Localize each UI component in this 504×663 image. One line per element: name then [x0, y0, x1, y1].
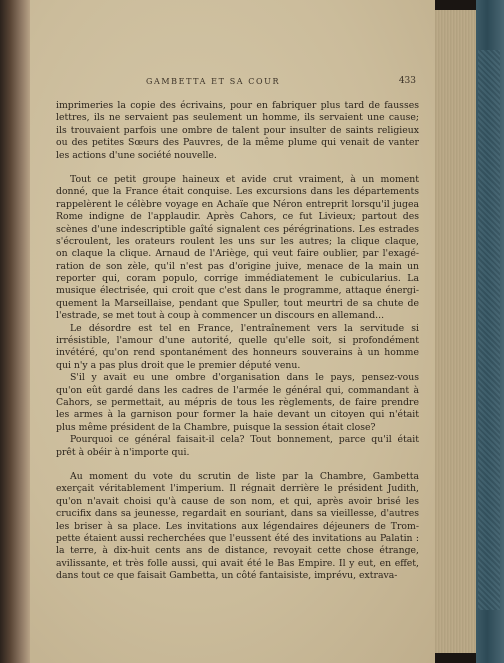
text-line: qu'on n'avait choisi qu'à cause de son nom, et qui, après avoir brisé les	[56, 495, 419, 507]
text-line: rappelèrent le célèbre voyage en Achaïe que Néron entreprit lorsqu'il jugea	[56, 198, 419, 210]
paragraph	[56, 174, 419, 323]
text-line: Rome indigne de l'applaudir. Après Cahors, ce fut Livieux; partout des	[56, 211, 419, 223]
paragraph	[56, 323, 419, 373]
text-line: crucifix dans sa jeunesse, regardait en souriant, dans sa vieillesse, d'autres	[56, 508, 419, 520]
text-line: Au moment du vote du scrutin de liste par la Chambre, Gambetta	[70, 470, 419, 482]
running-head	[56, 76, 416, 90]
text-line: qui n'y a pas plus droit que le premier député venu.	[56, 359, 301, 371]
paragraph	[56, 372, 419, 434]
text-line: Pourquoi ce général faisait-il cela? Tout bonnement, parce qu'il était	[70, 434, 419, 446]
text-line: exerçait véritablement l'imperium. Il régnait derrière le président Judith,	[56, 483, 419, 495]
text-line: plus même président de la Chambre, puisque la session était close?	[56, 421, 376, 433]
text-line: S'il y avait eu une ombre d'organisation dans le pays, pensez-vous	[70, 372, 419, 384]
paragraph	[56, 434, 419, 459]
text-line: donné, que la France était conquise. Les excursions dans les départements	[56, 186, 419, 198]
text-line: invétéré, qu'on rend spontanément des honneurs souverains à un homme	[56, 347, 419, 359]
page-number: 433	[398, 76, 416, 86]
text-line: qu'on eût gardé dans les cadres de l'armée le général qui, commandant à	[56, 384, 419, 396]
text-line: imprimeries la copie des écrivains, pour en fabriquer plus tard de fausses	[56, 100, 419, 111]
text-line: dans tout ce que faisait Gambetta, un côté fantaisiste, imprévu, extrava-	[56, 570, 398, 582]
text-line: Le désordre est tel en France, l'entraînement vers la servitude si	[70, 322, 419, 334]
book-spine-shadow	[0, 0, 30, 663]
paragraph-gap	[56, 162, 419, 174]
text-line: ils trouvaient parfois une ombre de talent pour insulter de saints religieux	[56, 124, 419, 136]
paragraph	[56, 100, 419, 162]
text-line: ration de son zèle, qu'il n'est pas d'origine juive, menace de la main un	[56, 260, 419, 272]
paragraph-gap	[56, 459, 419, 471]
text-line: irrésistible, l'amour d'une autorité, quelle qu'elle soit, si profondément	[56, 335, 419, 347]
text-line: lettres, ils ne servaient pas seulement un homme, ils servaient une cause;	[56, 112, 419, 124]
text-line: les armes à la garnison pour former la haie devant un citoyen qui n'était	[56, 409, 419, 421]
book-cover-board	[476, 0, 504, 663]
text-line: scènes d'une indescriptible gaîté signalent ces pérégrinations. Les estrades	[56, 223, 419, 235]
text-line: l'estrade, se met tout à coup à commencer un discours en allemand...	[56, 310, 385, 322]
paragraph	[56, 471, 419, 583]
running-head-title: GAMBETTA ET SA COUR	[146, 77, 281, 86]
text-line: avilissante, et très folle aussi, qui avait été le Bas Empire. Il y eut, en effet,	[56, 557, 419, 569]
text-line: ou des petites Sœurs des Pauvres, de la même plume qui venait de vanter	[56, 137, 419, 149]
text-line: s'écroulent, les orateurs roulent les uns sur les autres; la clique claque,	[56, 235, 419, 247]
text-line: les briser à sa place. Les invitations aux légendaires déjeuners de Trom-	[56, 520, 419, 532]
text-line: Cahors, se permettait, au mépris de tous les règlements, de faire prendre	[56, 396, 419, 408]
text-line: les actions d'une société nouvelle.	[56, 149, 217, 161]
text-line: reporter qui, coram populo, corrige immédiatement le cubicularius. La	[56, 273, 419, 285]
text-line: musique électrisée, qui croit que c'est dans le programme, attaque énergi-	[56, 285, 419, 297]
text-line: pette étaient aussi recherchées que l'eussent été des invitations au Palatin :	[56, 532, 419, 544]
text-line: la terre, à dix-huit cents ans de distance, revoyait cette chose étrange,	[56, 545, 419, 557]
text-line: prêt à obéir à n'importe qui.	[56, 446, 190, 458]
text-line: quement la Marseillaise, pendant que Spuller, tout meurtri de sa chute de	[56, 297, 419, 309]
body-text	[56, 100, 419, 582]
text-line: Tout ce petit groupe haineux et avide crut vraiment, à un moment	[70, 173, 419, 185]
text-line: on claque la clique. Arnaud de l'Ariège, qui veut faire oublier, par l'exagé-	[56, 248, 419, 260]
